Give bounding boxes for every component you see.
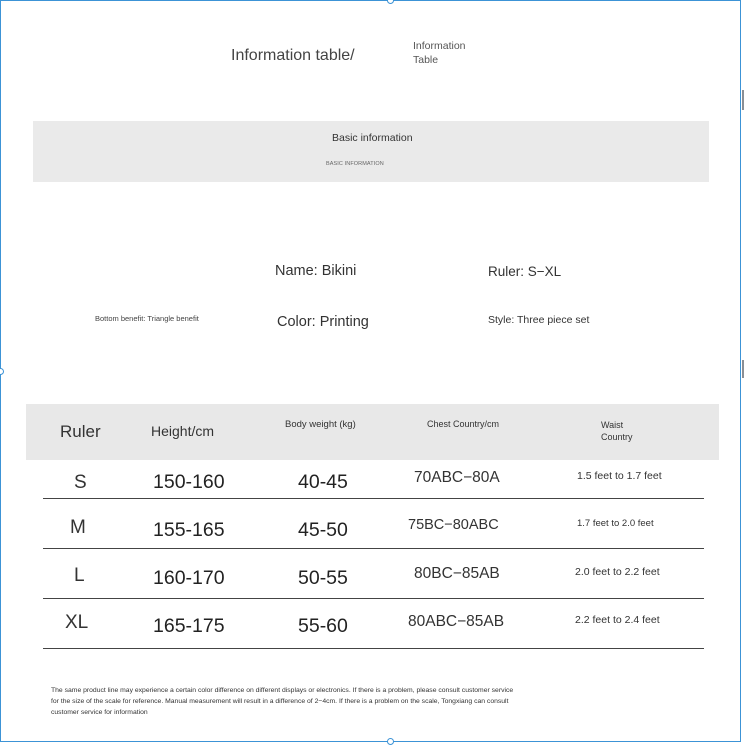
cell-waist: 2.0 feet to 2.2 feet [575,566,660,578]
cell-waist: 2.2 feet to 2.4 feet [575,614,660,626]
cell-waist: 1.5 feet to 1.7 feet [577,470,662,482]
header-waist-line2: Country [601,431,633,442]
cell-height: 155-165 [153,519,225,541]
header-ruler: Ruler [60,422,101,441]
header-waist [601,420,633,443]
footnote-line1: The same product line may experience a certain color difference on different displays or electronics. If there is a problem, please consult customer service [51,687,514,694]
cell-chest: 75BC−80ABC [408,517,499,533]
info-bottom: Bottom benefit: Triangle benefit [95,314,199,323]
cell-chest: 70ABC−80A [414,469,500,486]
cell-chest: 80ABC−85AB [408,613,505,630]
cell-weight: 50-55 [298,567,348,589]
footnote [51,685,631,718]
row-divider [43,648,704,649]
page-title: Information table/ [231,47,355,64]
resize-handle-bottom[interactable] [387,738,394,745]
info-color: Color: Printing [277,314,369,330]
cell-size: S [74,472,87,493]
header-chest: Chest Country/cm [427,419,500,429]
cell-height: 160-170 [153,567,225,589]
header-waist-line1: Waist [601,420,624,430]
basic-info-title: Basic information [332,132,413,144]
page-title-sub [413,39,503,67]
page-title-sub-line1: Information [413,40,466,52]
info-name: Name: Bikini [275,263,357,279]
row-divider [43,498,704,499]
basic-info-subtitle: BASIC INFORMATION [326,161,384,167]
info-ruler: Ruler: S−XL [488,264,562,279]
cell-size: L [74,565,85,586]
cell-waist: 1.7 feet to 2.0 feet [577,518,654,529]
cell-size: M [70,517,86,538]
cell-height: 150-160 [153,471,225,493]
footnote-line3: customer service for information [51,709,148,716]
cell-weight: 40-45 [298,471,348,493]
cell-weight: 55-60 [298,615,348,637]
header-height: Height/cm [151,423,215,439]
footnote-line2: for the size of the scale for reference. Manual measurement will result in a difference of 2−4cm. If there is a problem on the scale, Tongxiang can consult [51,698,509,705]
header-weight: Body weight (kg) [285,419,356,430]
cell-size: XL [65,612,89,633]
basic-info-band [33,121,709,182]
row-divider [43,548,704,549]
cell-weight: 45-50 [298,519,348,541]
page-title-sub-line2: Table [413,54,439,66]
row-divider [43,598,704,599]
cell-height: 165-175 [153,615,225,637]
info-style: Style: Three piece set [488,314,590,326]
cell-chest: 80BC−85AB [414,565,500,582]
